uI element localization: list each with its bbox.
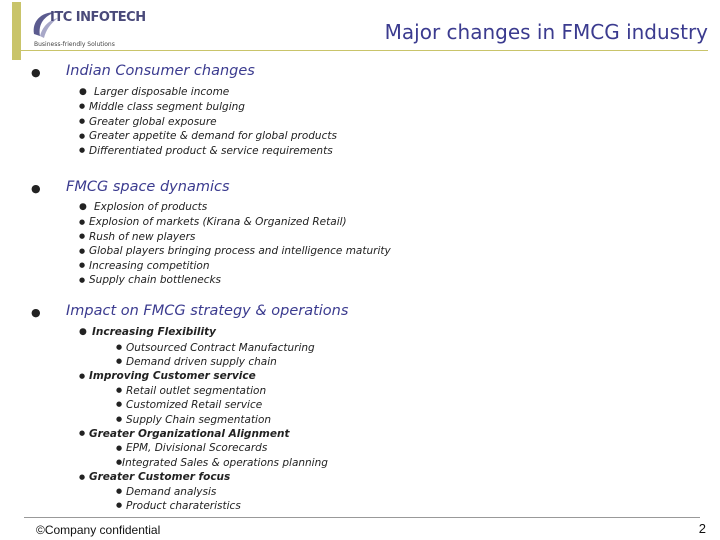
item-bullet: ● — [79, 87, 87, 97]
item-bullet: ● — [116, 415, 123, 423]
list-item: Explosion of markets (Kirana & Organized Retail) — [89, 216, 347, 228]
item-bullet: ● — [79, 218, 86, 226]
item-bullet: ● — [79, 132, 86, 140]
item-bullet: ● — [79, 261, 86, 269]
list-item: Outsourced Contract Manufacturing — [126, 342, 315, 354]
group-label: Improving Customer service — [89, 370, 256, 382]
list-item: Demand driven supply chain — [126, 356, 277, 368]
list-item: Supply Chain segmentation — [126, 414, 272, 426]
list-item: Greater appetite & demand for global products — [89, 130, 337, 142]
item-bullet: ● — [79, 247, 86, 255]
section-bullet: ● — [31, 182, 41, 195]
list-item: Supply chain bottlenecks — [89, 274, 222, 286]
item-bullet: ● — [79, 146, 86, 154]
item-bullet: ● — [79, 276, 86, 284]
item-bullet: ● — [116, 386, 123, 394]
item-bullet: ● — [116, 458, 123, 466]
item-bullet: ● — [116, 400, 123, 408]
item-bullet: ● — [116, 444, 123, 452]
list-item: Demand analysis — [126, 486, 217, 498]
page-title: Major changes in FMCG industry — [384, 20, 708, 44]
item-bullet: ● — [79, 202, 87, 212]
item-bullet: ● — [79, 232, 86, 240]
section-heading-impact: Impact on FMCG strategy & operations — [66, 303, 349, 319]
section-heading-fmcg-dynamics: FMCG space dynamics — [66, 179, 230, 195]
list-item: EPM, Divisional Scorecards — [126, 442, 268, 454]
section-heading-consumer: Indian Consumer changes — [66, 63, 255, 79]
list-item: Increasing competition — [89, 260, 210, 272]
page-number: 2 — [698, 521, 706, 536]
list-item: Explosion of products — [94, 201, 208, 213]
item-bullet: ● — [79, 117, 86, 125]
list-item: Rush of new players — [89, 231, 196, 243]
logo-accent-bar — [12, 2, 21, 60]
item-bullet: ● — [116, 343, 123, 351]
item-bullet: ● — [79, 327, 87, 337]
list-item: Greater global exposure — [89, 116, 217, 128]
list-item: Global players bringing process and intelligence maturity — [89, 245, 391, 257]
item-bullet: ● — [116, 501, 123, 509]
section-bullet: ● — [31, 66, 41, 79]
item-bullet: ● — [79, 102, 86, 110]
footer-divider — [24, 517, 700, 518]
list-item: Integrated Sales & operations planning — [122, 457, 328, 469]
list-item: Customized Retail service — [126, 399, 263, 411]
list-item: Middle class segment bulging — [89, 101, 245, 113]
list-item: Retail outlet segmentation — [126, 385, 267, 397]
list-item: Product charateristics — [126, 500, 241, 512]
item-bullet: ● — [79, 429, 86, 437]
list-item: Larger disposable income — [94, 86, 230, 98]
item-bullet: ● — [79, 372, 86, 380]
header-divider — [20, 50, 708, 51]
group-label: Greater Customer focus — [89, 471, 231, 483]
logo-tagline: Business-friendly Solutions — [34, 41, 115, 48]
logo-wordmark: ITC INFOTECH — [50, 10, 146, 25]
footer-confidential: ©Company confidential — [36, 523, 161, 537]
item-bullet: ● — [79, 473, 86, 481]
section-bullet: ● — [31, 306, 41, 319]
list-item: Differentiated product & service requirements — [89, 145, 333, 157]
item-bullet: ● — [116, 487, 123, 495]
group-label: Greater Organizational Alignment — [89, 428, 290, 440]
group-label: Increasing Flexibility — [92, 326, 216, 338]
item-bullet: ● — [116, 357, 123, 365]
company-logo — [30, 8, 146, 52]
